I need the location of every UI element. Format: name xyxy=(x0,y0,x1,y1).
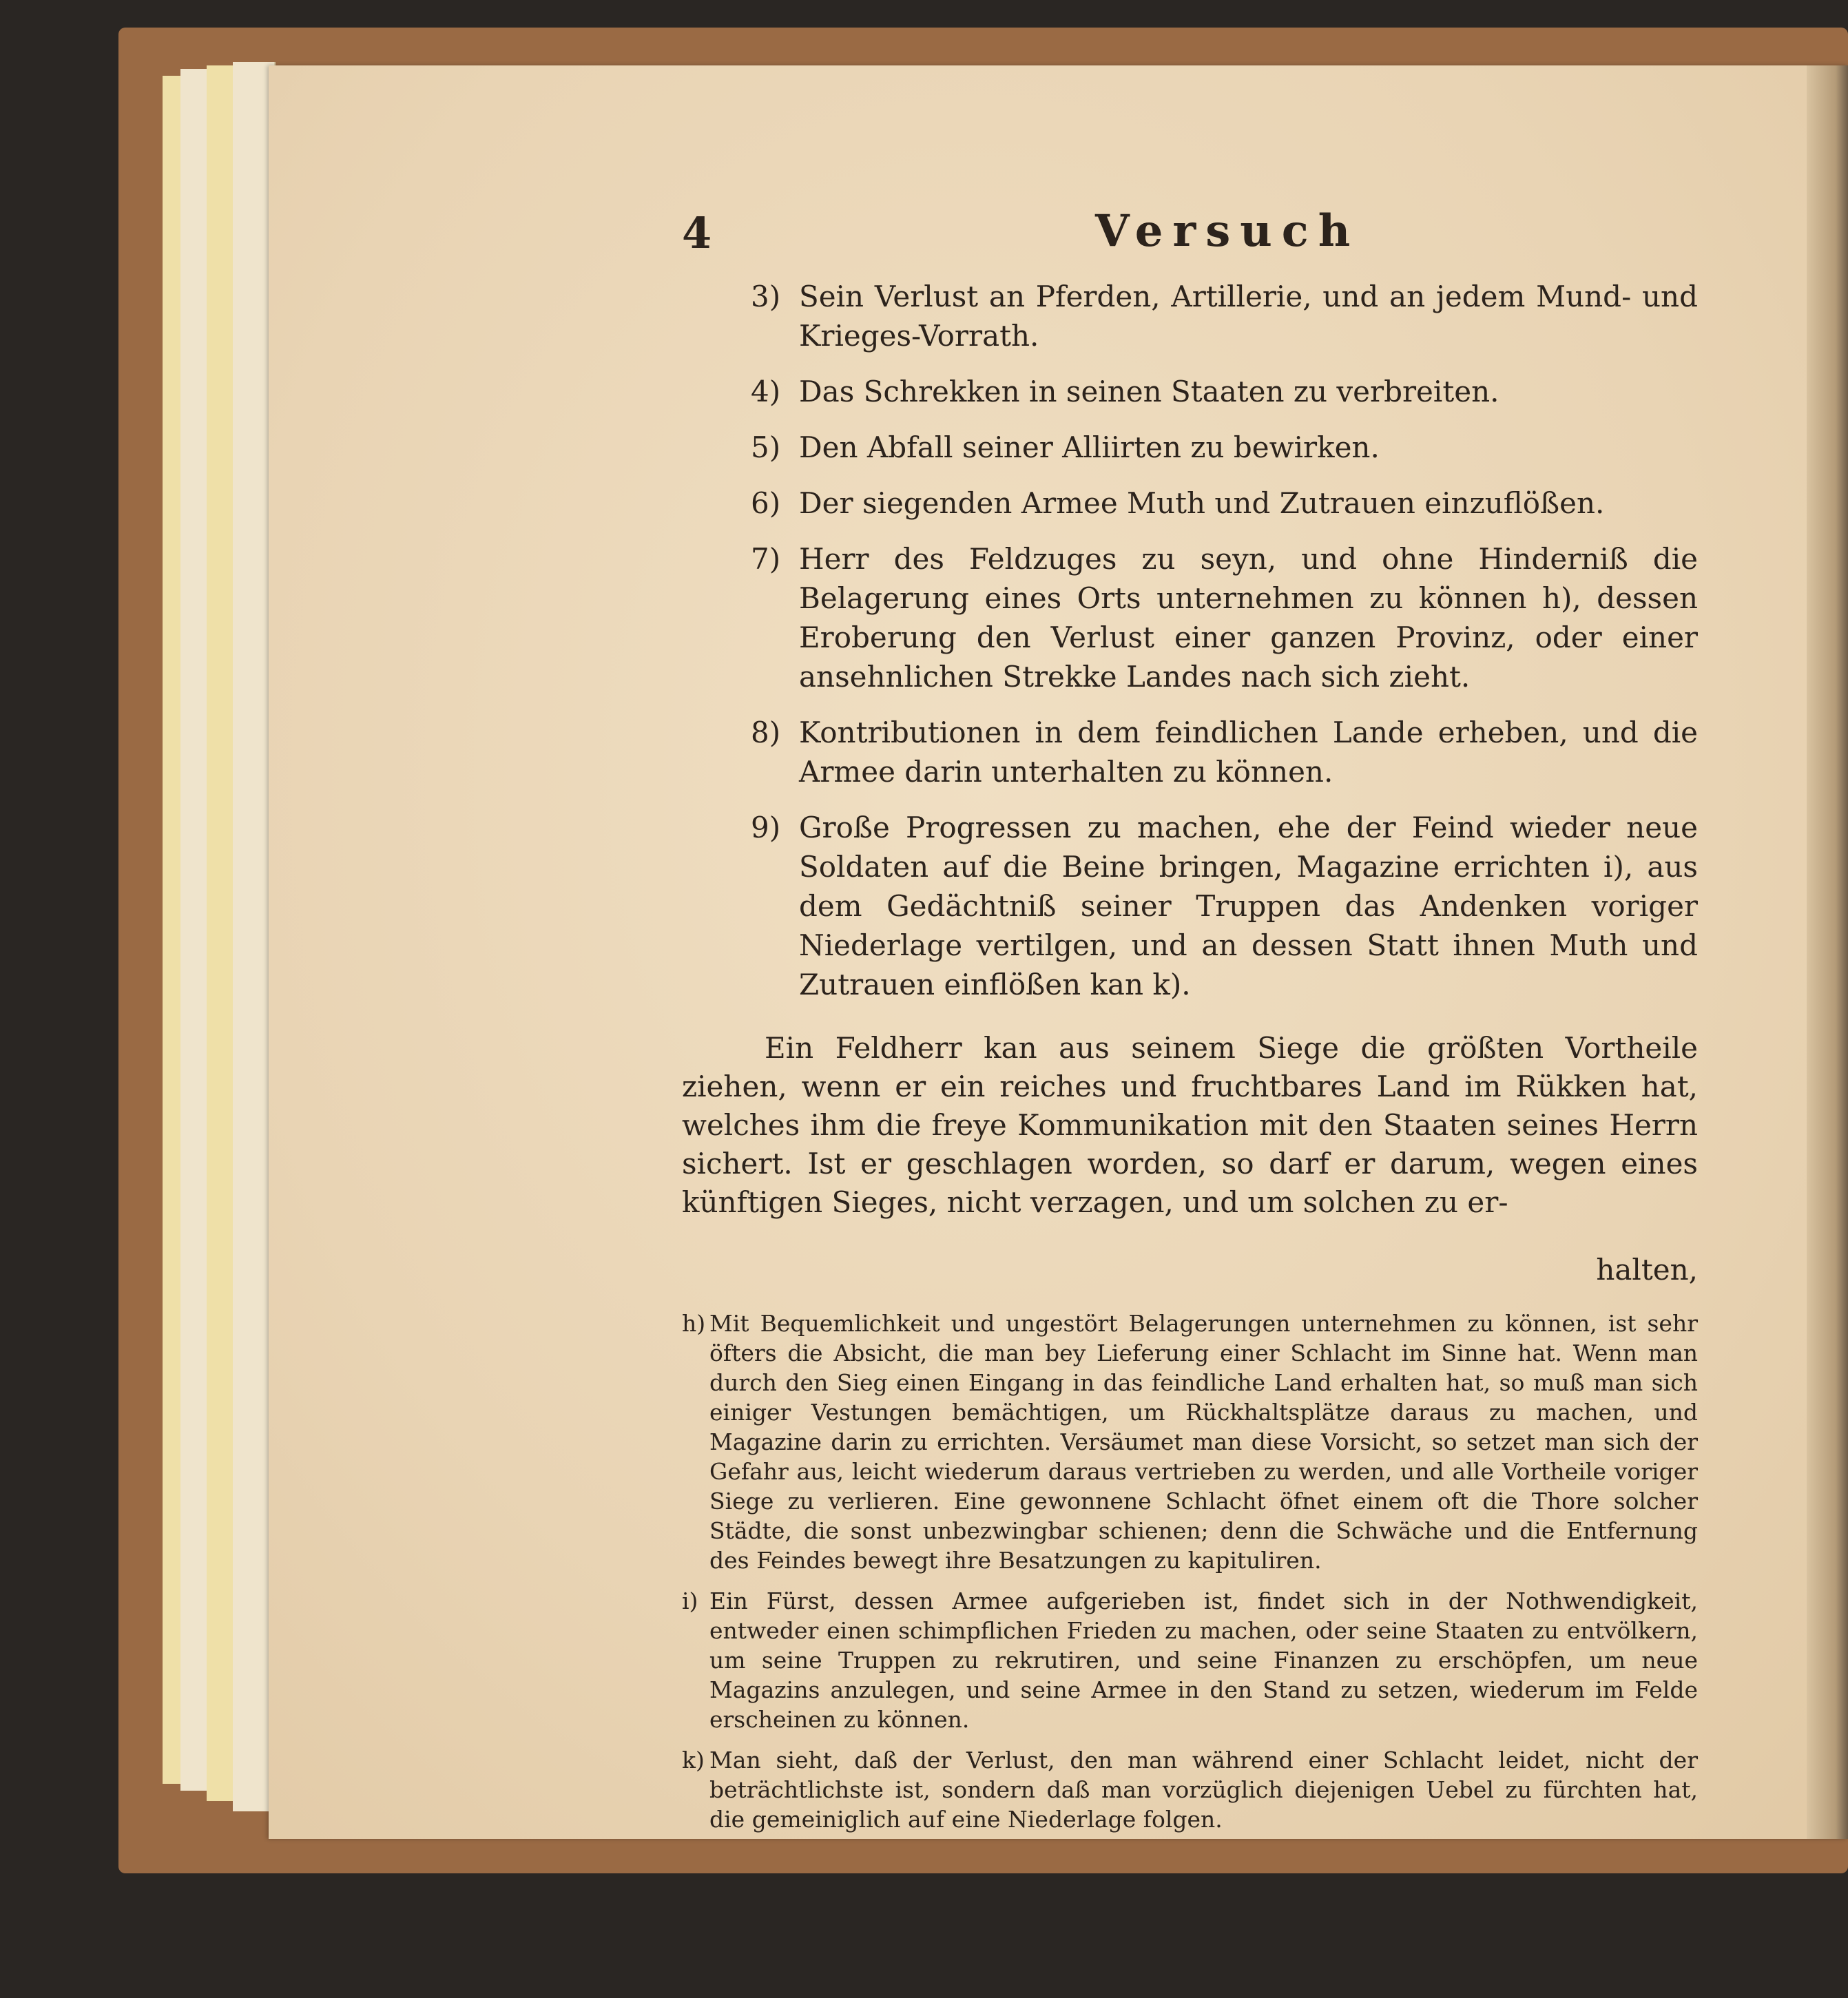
list-item xyxy=(682,428,1698,467)
page-edge-2 xyxy=(180,69,209,1791)
list-item xyxy=(682,483,1698,523)
footnote-text: Mit Bequemlichkeit und ungestört Belagerungen unternehmen zu können, ist sehr öfters die Absicht, die man bey Lieferung einer Schlacht im Sinne hat. Wenn man durch den Sieg einen Eingang in das feindliche Land erhalten hat, so muß man sich einiger Vestungen bemächtigen, um Rückhaltsplätze daraus zu machen, und Magazine darin zu errichten. Versäumet man diese Vorsicht, so setzet man sich der Gefahr aus, leicht wiederum daraus vertrieben zu werden, und alle Vortheile voriger Siege zu verlieren. Eine gewonnene Schlacht öfnet einem oft die Thore solcher Städte, die sonst unbezwingbar schienen; denn die Schwäche und die Entfernung des Feindes bewegt ihre Besatzungen zu kapituliren. xyxy=(709,1310,1698,1574)
footnote-text: Ein Fürst, dessen Armee aufgerieben ist, findet sich in der Nothwendigkeit, entweder einen schimpflichen Frieden zu machen, oder seine Staaten zu entvölkern, um seine Truppen zu rekrutiren, und seine Finanzen zu erschöpfen, um neue Magazins anzulegen, und seine Armee in den Stand zu setzen, wiederum im Felde erscheinen zu können. xyxy=(709,1588,1698,1733)
list-item xyxy=(682,713,1698,791)
list-item-number: 4) xyxy=(751,375,781,408)
list-item xyxy=(682,277,1698,355)
footnote-text: Man sieht, daß der Verlust, den man während einer Schlacht leidet, nicht der beträchtlichste ist, sondern daß man vorzüglich diejenigen Uebel zu fürchten hat, die gemeiniglich auf eine Niederlage folgen. xyxy=(709,1747,1698,1833)
footnote xyxy=(682,1586,1698,1734)
page-edge-3 xyxy=(207,65,236,1801)
list-item-number: 8) xyxy=(751,716,781,749)
footnote xyxy=(682,1745,1698,1834)
page-content xyxy=(682,201,1698,1845)
footnote-mark: k) xyxy=(682,1747,705,1773)
list-item-number: 3) xyxy=(751,280,781,313)
list-item xyxy=(682,808,1698,1004)
list-item-text: Der siegenden Armee Muth und Zutrauen einzuflößen. xyxy=(799,486,1605,520)
book-gutter xyxy=(1807,65,1848,1839)
list-item-text: Sein Verlust an Pferden, Artillerie, und an jedem Mund- und Krieges-Vorrath. xyxy=(799,280,1698,353)
footnote xyxy=(682,1309,1698,1575)
list-item-text: Den Abfall seiner Alliirten zu bewirken. xyxy=(799,430,1380,464)
list-item-number: 5) xyxy=(751,430,781,464)
list-item-number: 9) xyxy=(751,811,781,844)
catchword: halten, xyxy=(1596,1253,1698,1287)
page-number: 4 xyxy=(682,208,712,258)
list-item-text: Große Progressen zu machen, ehe der Feind wieder neue Soldaten auf die Beine bringen, Magazine errichten i), aus dem Gedächtniß seiner Truppen das Andenken voriger Niederlage vertilgen, und an dessen Statt ihnen Muth und Zutrauen einflößen kan k). xyxy=(799,811,1698,1001)
list-item-number: 7) xyxy=(751,542,781,576)
list-item xyxy=(682,372,1698,411)
list-item-text: Herr des Feldzuges zu seyn, und ohne Hinderniß die Belagerung eines Orts unternehmen zu können h), dessen Eroberung den Verlust einer ganzen Provinz, oder einer ansehnlichen Strekke Landes nach sich zieht. xyxy=(799,542,1698,694)
body-paragraph: Ein Feldherr kan aus seinem Siege die größten Vortheile ziehen, wenn er ein reiches und fruchtbares Land im Rükken hat, welches ihm die freye Kommunikation mit den Staaten seines Herrn sichert. Ist er geschlagen worden, so darf er darum, wegen eines künftigen Sieges, nicht verzagen, und um solchen zu er- xyxy=(682,1031,1698,1219)
list-item-text: Das Schrekken in seinen Staaten zu verbreiten. xyxy=(799,375,1499,408)
page-header xyxy=(682,201,1698,263)
numbered-list xyxy=(682,277,1698,1004)
footnote-mark: i) xyxy=(682,1588,698,1614)
running-head: Versuch xyxy=(1095,205,1360,257)
list-item xyxy=(682,539,1698,696)
list-item-text: Kontributionen in dem feindlichen Lande erheben, und die Armee darin unterhalten zu können. xyxy=(799,716,1698,789)
footnote-mark: h) xyxy=(682,1310,706,1337)
footnotes xyxy=(682,1309,1698,1834)
list-item-number: 6) xyxy=(751,486,781,520)
